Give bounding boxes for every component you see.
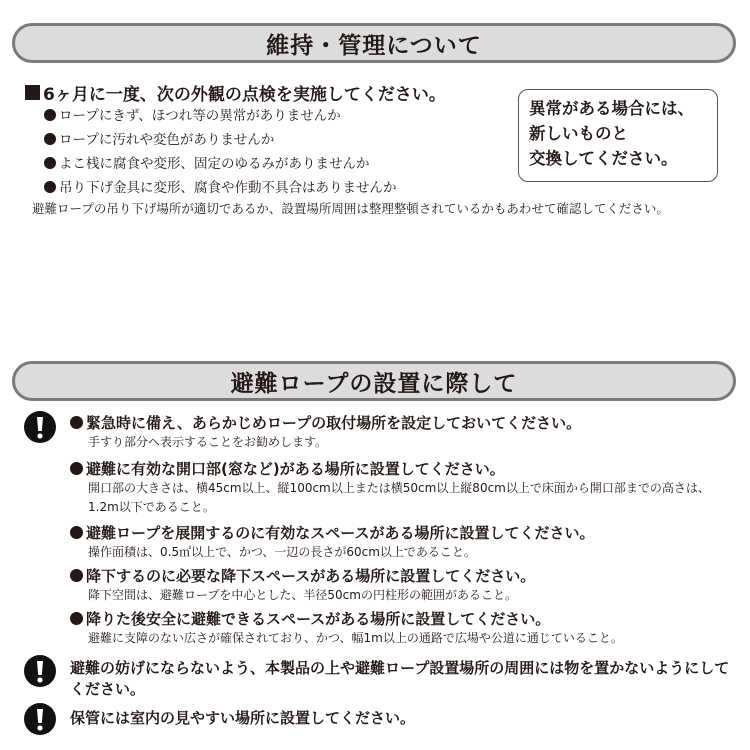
- check-text: ロープに汚れや変色がありませんか: [59, 132, 275, 148]
- section-title: 避難ロープの設置に際して: [230, 370, 518, 397]
- section-title: 維持・管理について: [266, 32, 482, 59]
- lead-text: 6ヶ月に一度、次の外観の点検を実施してください。: [43, 85, 446, 105]
- list-item: [44, 128, 397, 152]
- check-text: 吊り下げ金具に変形、腐食や作動不具合はありませんか: [59, 180, 397, 196]
- section-header-installation: [12, 361, 736, 401]
- item-heading: 緊急時に備え、あらかじめロープの取付場所を設定しておいてください。: [86, 414, 582, 432]
- notice-line: 異常がある場合には、: [529, 99, 694, 118]
- item-heading: 避難ロープを展開するのに有効なスペースがある場所に設置してください。: [86, 524, 595, 542]
- item-heading: 避難に有効な開口部(窓など)がある場所に設置してください。: [86, 460, 505, 478]
- confirmation-paragraph: 避難ロープの吊り下げ場所が適切であるか、設置場所周囲は整理整頓されているかもあわせて確認してください。: [32, 201, 669, 216]
- bullet-icon: [70, 569, 83, 582]
- list-item: [44, 152, 397, 176]
- inspection-lead: [25, 80, 446, 105]
- bullet-icon: [70, 416, 83, 429]
- install-item: [70, 608, 623, 648]
- exclamation-circle-icon: [24, 655, 56, 687]
- section-header-maintenance: [12, 23, 736, 63]
- item-detail: 開口部の大きさは、横45cm以上、縦100cm以上または横50cm以上縦80cm以上で床面から開口部までの高さは、1.2m以下であること。: [88, 481, 710, 514]
- item-heading: 降りた後安全に避難できるスペースがある場所に設置してください。: [86, 610, 551, 628]
- filled-square-icon: [25, 85, 40, 100]
- inspection-checklist: [44, 104, 397, 200]
- bullet-icon: [70, 526, 83, 539]
- item-detail: 避難に支障のない広さが確保されており、かつ、幅1m以上の通路で広場や公道に通じていること。: [88, 631, 623, 645]
- item-heading: 降下するのに必要な降下スペースがある場所に設置してください。: [86, 567, 536, 585]
- notice-line: 交換してください。: [529, 149, 678, 168]
- exclamation-circle-icon: [24, 703, 56, 735]
- warning-text: 避難の妨げにならないよう、本製品の上や避難ロープ設置場所の周囲には物を置かないようにしてください。: [70, 659, 730, 698]
- list-item: [44, 104, 397, 128]
- bullet-icon: [44, 157, 56, 169]
- exclamation-circle-icon: [24, 411, 56, 443]
- item-detail: 操作面積は、0.5㎡以上で、かつ、一辺の長さが60cm以上であること。: [88, 545, 476, 559]
- bullet-icon: [70, 462, 83, 475]
- bullet-icon: [44, 181, 56, 193]
- install-item: [70, 565, 535, 605]
- install-item: [70, 458, 720, 517]
- replacement-notice-box: [518, 89, 718, 182]
- item-detail: 手すり部分へ表示することをお勧めします。: [88, 435, 328, 449]
- notice-line: 新しいものと: [529, 124, 628, 143]
- list-item: [44, 176, 397, 200]
- bullet-icon: [70, 612, 83, 625]
- warning-text: 保管には室内の見やすい場所に設置してください。: [70, 709, 416, 727]
- install-item: [70, 412, 581, 452]
- check-text: よこ桟に腐食や変形、固定のゆるみがありませんか: [59, 156, 370, 172]
- bullet-icon: [44, 133, 56, 145]
- check-text: ロープにきず、ほつれ等の異常がありませんか: [59, 108, 341, 124]
- item-detail: 降下空間は、避難ロープを中心とした、半径50cmの円柱形の範囲があること。: [88, 588, 517, 602]
- install-item: [70, 522, 595, 562]
- bullet-icon: [44, 109, 56, 121]
